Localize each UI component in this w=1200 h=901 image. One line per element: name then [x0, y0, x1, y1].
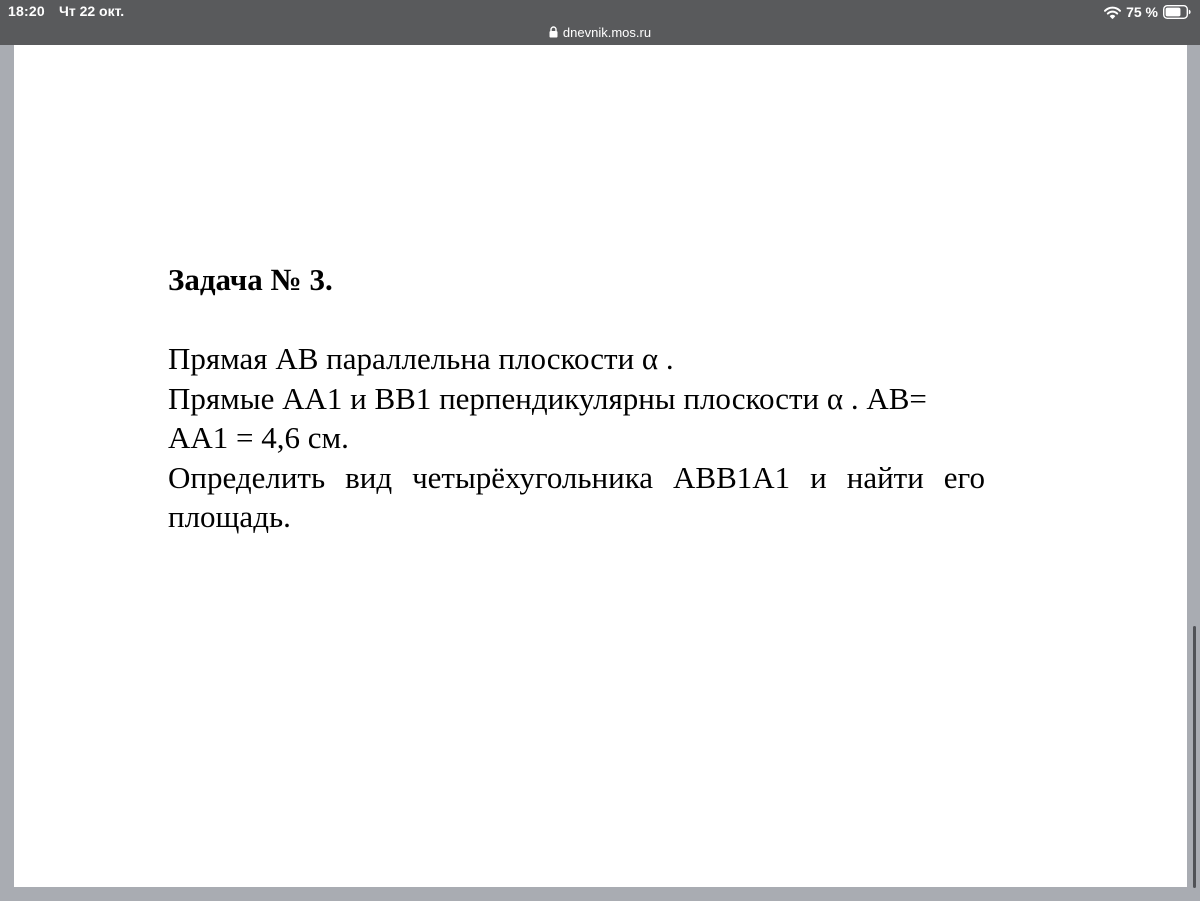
url-text[interactable]: dnevnik.mos.ru	[562, 24, 652, 40]
task-paragraph-3: Определить вид четырёхугольника ABB1A1 и найти его площадь.	[168, 459, 985, 534]
wifi-icon	[1104, 6, 1121, 19]
status-bar	[0, 0, 1200, 45]
document-page	[14, 45, 1187, 887]
battery-icon	[1163, 5, 1191, 19]
task-paragraph-2: Прямые AA1 и BB1 перпендикулярны плоскости α . AB= AA1 = 4,6 см.	[168, 380, 927, 455]
battery-level-fill	[1166, 8, 1181, 17]
task-title-period: .	[324, 262, 333, 297]
vertical-scrollbar[interactable]	[1193, 626, 1196, 888]
status-indicators	[1104, 3, 1191, 21]
battery-percent: 75 %	[1126, 4, 1158, 20]
document-viewer[interactable]	[0, 45, 1200, 901]
task-title-bold: Задача № 3	[168, 262, 325, 297]
status-time: 18:20	[8, 3, 45, 19]
task-paragraph-1: Прямая AB параллельна плоскости α .	[168, 341, 674, 376]
task-body	[168, 339, 985, 537]
task-title	[168, 261, 333, 298]
lock-icon	[549, 26, 558, 38]
status-date: Чт 22 окт.	[59, 3, 125, 19]
address-bar[interactable]	[0, 22, 1200, 42]
